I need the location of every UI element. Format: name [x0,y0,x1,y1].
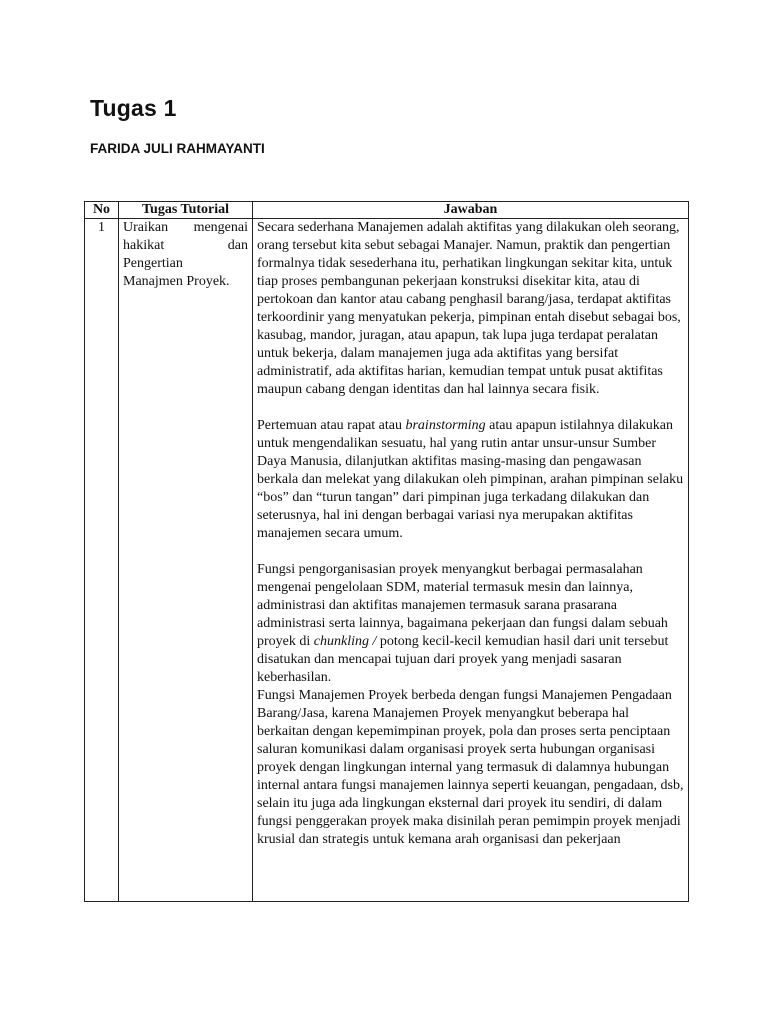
answer-italic-term: chunkling / [313,634,377,649]
answer-text: atau apapun istilahnya dilakukan untuk mengendalikan sesuatu, hal yang rutin antar unsur-unsur Sumber Daya Manusia, dilanjutkan aktifitas masing-masing dan pengawasan berkala dan melekat yang dilakukan oleh pimpinan, arahan pimpinan selaku “bos” dan “turun tangan” dari pimpinan juga terkadang dilakukan dan seterusnya, hal ini dengan berbagai variasi nya merupakan aktifitas manajemen secara umum. [257,418,684,541]
answer-text: potong kecil-kecil kemudian hasil dari unit tersebut disatukan dan mencapai tujuan dari proyek yang menjadi sasaran keberhasilan. [257,634,669,685]
answer-paragraph-3 [257,561,684,687]
task-line: Pengertian [123,256,183,271]
answer-paragraph-2 [257,417,684,543]
answer-italic-term: brainstorming [405,418,486,433]
author-name: FARIDA JULI RAHMAYANTI [90,141,265,156]
tutorial-table [84,201,689,902]
row-number: 1 [85,219,119,902]
task-line: hakikat dan [123,238,248,253]
header-no: No [85,202,119,219]
header-task: Tugas Tutorial [119,202,253,219]
answer-paragraph-4: Fungsi Manajemen Proyek berbeda dengan fungsi Manajemen Pengadaan Barang/Jasa, karena Manajemen Proyek menyangkut beberapa hal berkaitan dengan kepemimpinan proyek, pola dan proses serta penciptaan saluran komunikasi dalam organisasi proyek serta hubungan organisasi proyek dengan lingkungan internal yang termasuk di dalamnya hubungan internal antara fungsi manajemen lainnya seperti keuangan, pengadaan, dsb, selain itu juga ada lingkungan eksternal dari proyek itu sendiri, di dalam fungsi penggerakan proyek maka disinilah peran pemimpin proyek menjadi krusial dan strategis untuk kemana arah organisasi dan pekerjaan [257,688,684,847]
task-line: Manajmen Proyek. [123,274,230,289]
answer-cell [253,219,689,902]
document-title: Tugas 1 [90,95,177,121]
task-cell [119,219,253,902]
answer-paragraph-1: Secara sederhana Manajemen adalah aktifitas yang dilakukan oleh seorang, orang tersebut kita sebut sebagai Manajer. Namun, praktik dan pengertian formalnya tidak sesederhana itu, perhatikan lingkungan sekitar kita, untuk tiap proses pembangunan pekerjaan konstruksi disekitar kita, atau di pertokoan dan kantor atau cabang penghasil barang/jasa, terdapat aktifitas terkoordinir yang menyatukan pekerja, pimpinan entah disebut sebagai bos, kasubag, mandor, juragan, atau apapun, tak lupa juga terdapat peralatan untuk bekerja, dalam manajemen juga ada aktifitas yang bersifat administratif, ada aktifitas harian, kemudian tempat untuk pusat aktifitas maupun cabang dengan identitas dan hal lainnya secara fisik. [257,220,681,397]
header-answer: Jawaban [253,202,689,219]
answer-text: Fungsi pengorganisasian proyek menyangkut berbagai permasalahan mengenai pengelolaan SDM, material termasuk mesin dan lainnya, administrasi dan aktifitas manajemen termasuk sarana prasarana administrasi serta lainnya, bagaimana pekerjaan dan fungsi dalam sebuah proyek di [257,562,668,649]
table-header-row [85,202,689,219]
answer-text: Pertemuan atau rapat atau [257,418,406,433]
task-line: Uraikan mengenai [123,220,248,235]
table-row [85,219,689,902]
